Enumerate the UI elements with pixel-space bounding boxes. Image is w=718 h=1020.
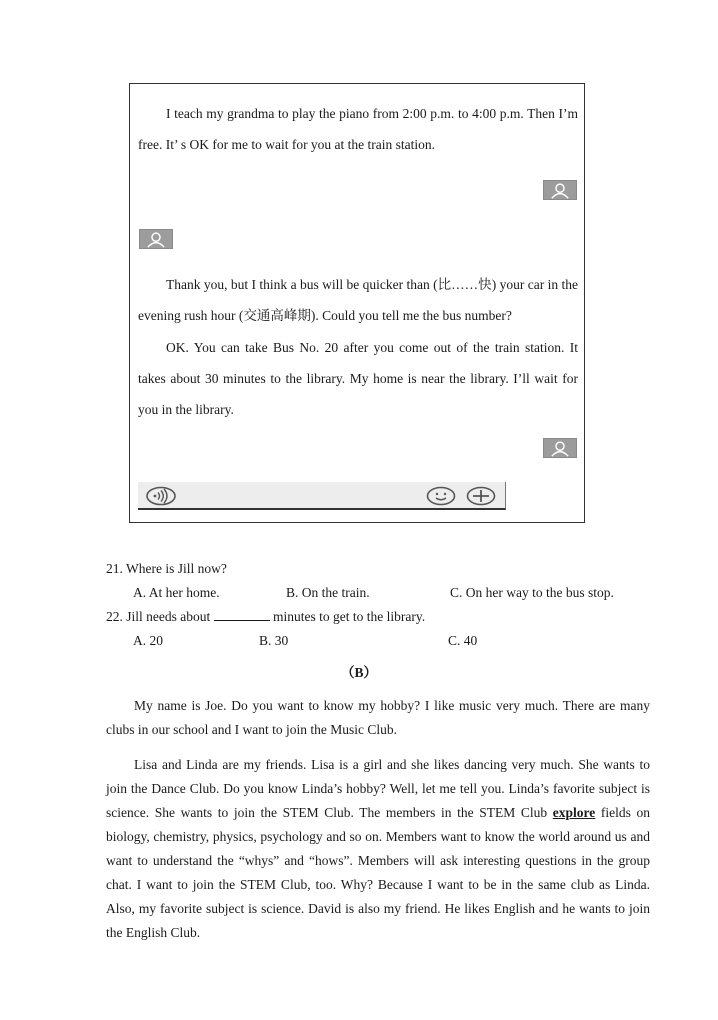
question-21-option-b: B. On the train.: [286, 585, 370, 600]
voice-icon[interactable]: [146, 486, 176, 506]
user-avatar-icon: [543, 438, 577, 458]
chat-message-2-text: Thank you, but I think a bus will be quicker than (比……快) your car in the evening rush hour (交通高峰期). Could you tell me the bus number?: [138, 277, 578, 323]
question-21: 21. Where is Jill now?: [106, 561, 227, 576]
question-21-option-a: A. At her home.: [133, 585, 220, 600]
chat-message-2: [138, 269, 578, 331]
question-22-text-after: minutes to get to the library.: [273, 609, 426, 624]
user-avatar-icon: [543, 180, 577, 200]
passage-paragraph-2-text-continued: fields on biology, chemistry, physics, psychology and so on. Members want to know the world around us and want to understand the “whys” and “hows”. Members will ask interesting questions in the group chat. I want to join the STEM Club, too. Why? Because I want to be in the same club as Linda. Also, my favorite subject is science. David is also my friend. He likes English and he wants to join the English Club.: [106, 805, 651, 940]
question-22-option-b: B. 30: [259, 633, 289, 648]
chat-message-3: [138, 332, 578, 425]
emoji-icon[interactable]: [426, 486, 456, 506]
keyword-explore: explore: [552, 805, 596, 820]
user-avatar-icon: [139, 229, 173, 249]
add-icon[interactable]: [466, 486, 496, 506]
question-22-text-before: 22. Jill needs about: [106, 609, 211, 624]
question-22-option-c: C. 40: [448, 633, 478, 648]
passage-paragraph-2-text: Lisa and Linda are my friends. Lisa is a girl and she likes dancing very much. She wants to join the Dance Club. Do you know Linda’s hobby? Well, let me tell you. Linda’s favorite subject is science. She wants to join the STEM Club. The members in the STEM Club: [106, 757, 650, 820]
question-21-option-c: C. On her way to the bus stop.: [450, 585, 614, 600]
chat-window: [129, 83, 585, 523]
passage-paragraph-2: [106, 753, 650, 945]
section-heading: （B）: [340, 665, 377, 680]
chat-message-1-text: I teach my grandma to play the piano from 2:00 p.m. to 4:00 p.m. Then I’m free. It’ s OK for me to wait for you at the train station.: [138, 106, 578, 152]
passage-paragraph-1: [106, 694, 650, 742]
question-22-option-a: A. 20: [133, 633, 163, 648]
question-22: [106, 605, 425, 629]
chat-message-3-text: OK. You can take Bus No. 20 after you come out of the train station. It takes about 30 minutes to the library. My home is near the library. I’ll wait for you in the library.: [138, 340, 578, 417]
passage-paragraph-1-text: My name is Joe. Do you want to know my hobby? I like music very much. There are many clubs in our school and I want to join the Music Club.: [106, 698, 650, 737]
chat-message-1: [138, 98, 578, 160]
chat-input-bar[interactable]: [138, 482, 506, 510]
answer-blank: [214, 606, 270, 621]
